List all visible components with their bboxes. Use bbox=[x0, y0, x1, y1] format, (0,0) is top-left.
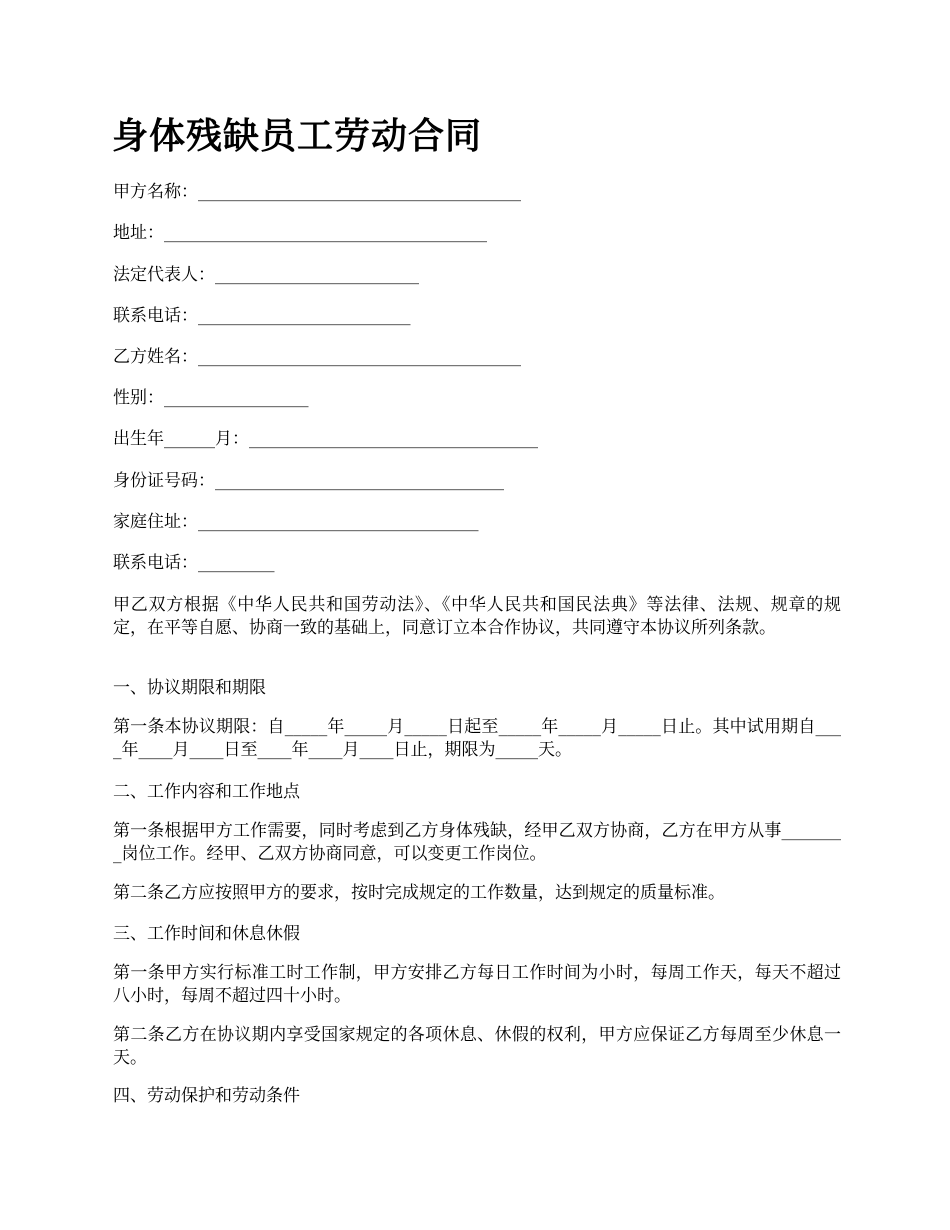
field-home-address: 家庭住址：_________________________________ bbox=[113, 512, 479, 532]
field-gender: 性别：_________________ bbox=[113, 388, 309, 408]
section3-clause1: 第一条甲方实行标准工时工作制，甲方安排乙方每日工作时间为小时，每周工作天，每天不超过八小时，每周不超过四十小时。 bbox=[113, 963, 841, 1006]
section-heading-2: 二、工作内容和工作地点 bbox=[113, 782, 300, 802]
field-party-b-name: 乙方姓名：______________________________________ bbox=[113, 347, 521, 367]
field-address: 地址：______________________________________ bbox=[113, 223, 487, 243]
section-heading-4: 四、劳动保护和劳动条件 bbox=[113, 1086, 300, 1106]
field-contact-phone-b: 联系电话：_________ bbox=[113, 553, 275, 573]
field-id-number: 身份证号码：__________________________________ bbox=[113, 471, 504, 491]
section-heading-3: 三、工作时间和休息休假 bbox=[113, 924, 300, 944]
section2-clause1: 第一条根据甲方工作需要，同时考虑到乙方身体残缺，经甲乙双方协商，乙方在甲方从事________岗位工作。经甲、乙双方协商同意，可以变更工作岗位。 bbox=[113, 821, 841, 864]
field-birth-date: 出生年______月：__________________________________ bbox=[113, 429, 538, 449]
section-heading-1: 一、协议期限和期限 bbox=[113, 678, 266, 698]
intro-paragraph: 甲乙双方根据《中华人民共和国劳动法》、《中华人民共和国民法典》等法律、法规、规章的规定，在平等自愿、协商一致的基础上，同意订立本合作协议，共同遵守本协议所列条款。 bbox=[113, 595, 841, 638]
section2-clause2: 第二条乙方应按照甲方的要求，按时完成规定的工作数量，达到规定的质量标准。 bbox=[113, 883, 725, 903]
field-party-a-name: 甲方名称：______________________________________ bbox=[113, 182, 521, 202]
field-legal-representative: 法定代表人：________________________ bbox=[113, 265, 419, 285]
section1-clause1: 第一条本协议期限：自_____年_____月_____日起至_____年_____月_____日止。其中试用期自____年____月____日至____年____月____日止，期限为_____天。 bbox=[113, 717, 841, 760]
field-contact-phone-a: 联系电话：_________________________ bbox=[113, 306, 411, 326]
document-title: 身体残缺员工劳动合同 bbox=[112, 116, 483, 157]
section3-clause2: 第二条乙方在协议期内享受国家规定的各项休息、休假的权利，甲方应保证乙方每周至少休息一天。 bbox=[113, 1025, 841, 1068]
